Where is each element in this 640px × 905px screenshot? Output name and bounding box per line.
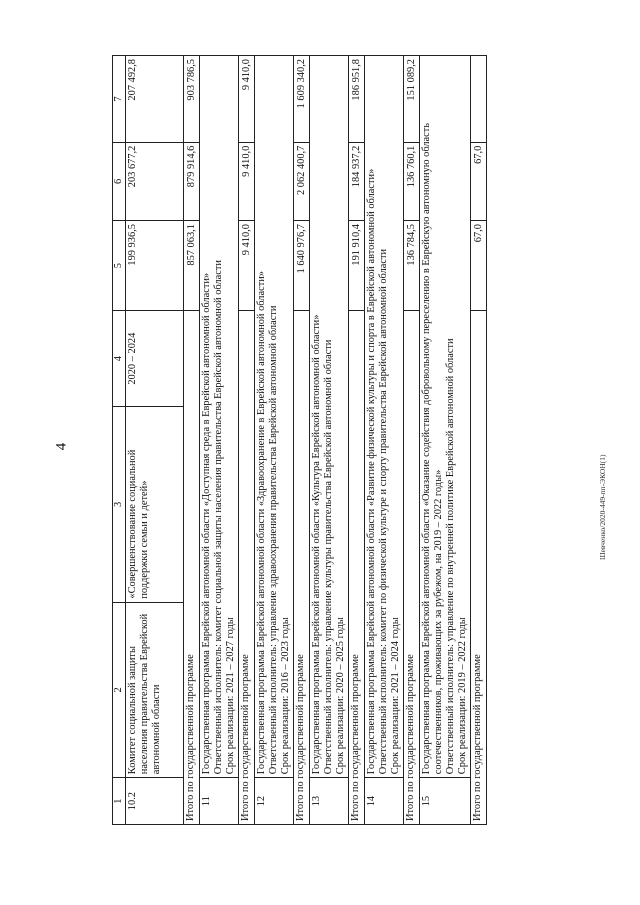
- program-row-11: [200, 56, 239, 825]
- executor-cell: Комитет социальной защиты населения правительства Еврейской автономной области: [126, 602, 184, 778]
- value-cell: 2 062 400,7: [294, 142, 310, 220]
- program-row-14: [365, 56, 404, 825]
- value-cell: 903 786,5: [184, 56, 200, 143]
- program-executor: Ответственный исполнитель: управление по внутренней политике Еврейской автономной области: [445, 338, 456, 775]
- row-number: 12: [255, 778, 294, 825]
- program-title: Государственная программа Еврейской автономной области «Здравоохранение в Еврейской автономной области»: [256, 271, 267, 775]
- page-number: 4: [53, 442, 70, 451]
- period-cell: 2020 – 2024: [126, 311, 184, 407]
- value-cell: 9 410,0: [239, 56, 255, 143]
- value-cell: 203 677,2: [126, 142, 184, 220]
- value-cell: 9 410,0: [239, 221, 255, 311]
- program-row-12: [255, 56, 294, 825]
- value-cell: 857 063,1: [184, 221, 200, 311]
- program-executor: Ответственный исполнитель: комитет по физической культуре и спорту правительства Еврейской автономной области: [378, 248, 389, 775]
- col-header: 6: [113, 142, 126, 220]
- value-cell: [471, 56, 487, 143]
- program-title: Государственная программа Еврейской автономной области «Культура Еврейской автономной области»: [311, 314, 322, 775]
- total-label: Итого по государственной программе: [471, 311, 487, 825]
- value-cell: 186 951,8: [349, 56, 365, 143]
- total-row: [471, 56, 487, 825]
- value-cell: 136 760,1: [404, 142, 420, 220]
- value-cell: 9 410,0: [239, 142, 255, 220]
- col-header: 2: [113, 602, 126, 778]
- program-title: Государственная программа Еврейской автономной области «Развитие физической культуры и спорта в Еврейской автономной области»: [366, 168, 377, 775]
- value-cell: 184 937,2: [349, 142, 365, 220]
- value-cell: 136 784,5: [404, 221, 420, 311]
- budget-table: [112, 55, 487, 825]
- event-cell: «Совершенствование социальной поддержки семьи и детей»: [126, 407, 184, 602]
- total-row: [239, 56, 255, 825]
- program-title: Государственная программа Еврейской автономной области «Оказание содействия добровольному переселению в Еврейскую автономную область соотечественников, проживающих за рубежом, на 2019 – 2022 годы»: [421, 122, 444, 775]
- program-row-13: [310, 56, 349, 825]
- col-header: 1: [113, 778, 126, 825]
- row-number: 14: [365, 778, 404, 825]
- value-cell: 199 936,5: [126, 221, 184, 311]
- program-title: Государственная программа Еврейской автономной области «Доступная среда в Еврейской автономной области»: [201, 272, 212, 775]
- program-period: Срок реализации: 2021 – 2024 годы: [390, 617, 401, 775]
- value-cell: 191 910,4: [349, 221, 365, 311]
- header-row: [113, 56, 126, 825]
- total-label: Итого по государственной программе: [184, 311, 200, 825]
- program-row-15: [420, 56, 471, 825]
- total-row: [349, 56, 365, 825]
- program-executor: Ответственный исполнитель: управление здравоохранения правительства Еврейской автономной области: [268, 305, 279, 775]
- total-label: Итого по государственной программе: [349, 311, 365, 825]
- total-label: Итого по государственной программе: [294, 311, 310, 825]
- col-header: 4: [113, 311, 126, 407]
- row-number: 13: [310, 778, 349, 825]
- total-label: Итого по государственной программе: [404, 311, 420, 825]
- table-row-10-2: [126, 56, 184, 825]
- total-row: [294, 56, 310, 825]
- col-header: 3: [113, 407, 126, 602]
- program-period: Срок реализации: 2019 – 2022 годы: [457, 617, 468, 775]
- col-header: 5: [113, 221, 126, 311]
- value-cell: 67,0: [471, 221, 487, 311]
- total-row: [404, 56, 420, 825]
- row-number: 15: [420, 778, 471, 825]
- row-number: 11: [200, 778, 239, 825]
- total-label: Итого по государственной программе: [239, 311, 255, 825]
- program-description: [420, 56, 471, 778]
- program-description: [200, 56, 239, 778]
- value-cell: 67,0: [471, 142, 487, 220]
- program-description: [365, 56, 404, 778]
- value-cell: 1 640 976,7: [294, 221, 310, 311]
- value-cell: 207 492,8: [126, 56, 184, 143]
- value-cell: 1 609 340,2: [294, 56, 310, 143]
- program-period: Срок реализации: 2020 – 2025 годы: [335, 617, 346, 775]
- program-executor: Ответственный исполнитель: управление культуры правительства Еврейской автономной области: [323, 339, 334, 775]
- footer-file-id: Шевченко/2020-449-пп-ЭКОН(1): [598, 454, 607, 560]
- value-cell: 151 089,2: [404, 56, 420, 143]
- value-cell: 879 914,6: [184, 142, 200, 220]
- program-period: Срок реализации: 2021 – 2027 годы: [225, 617, 236, 775]
- program-period: Срок реализации: 2016 – 2023 годы: [280, 617, 291, 775]
- row-number: 10.2: [126, 778, 184, 825]
- total-row: [184, 56, 200, 825]
- program-description: [310, 56, 349, 778]
- program-executor: Ответственный исполнитель: комитет социальной защиты населения правительства Еврейской автономной области: [213, 260, 224, 775]
- program-description: [255, 56, 294, 778]
- col-header: 7: [113, 56, 126, 143]
- rotated-table-container: [112, 55, 584, 825]
